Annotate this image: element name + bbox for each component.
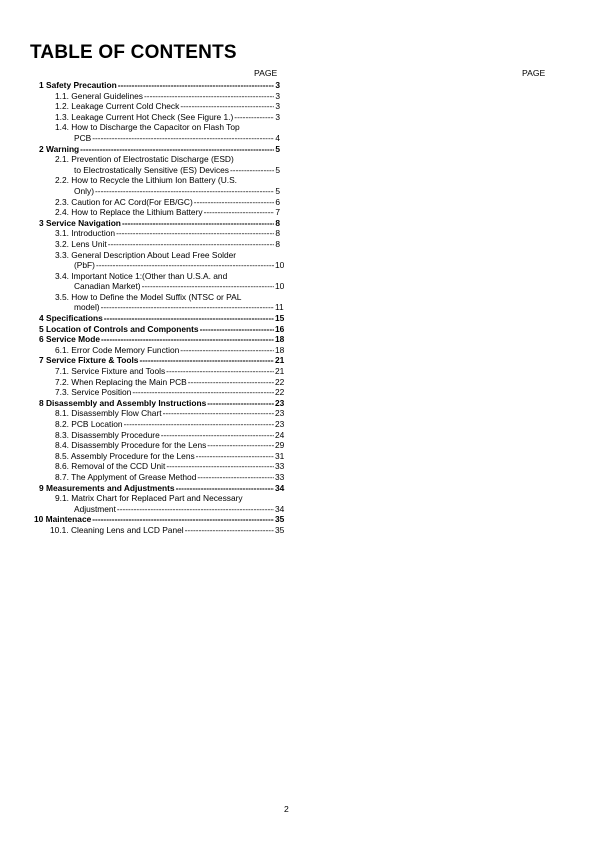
- toc-entry-page: 11: [275, 302, 284, 313]
- toc-entry[interactable]: [30, 334, 285, 345]
- toc-entry-label: 3.1. Introduction: [55, 228, 116, 239]
- page-column-header-right: PAGE: [522, 68, 546, 78]
- toc-entry[interactable]: [30, 419, 285, 430]
- table-of-contents: [30, 80, 285, 536]
- toc-leader-dots: [161, 430, 274, 441]
- toc-entry[interactable]: [30, 133, 280, 144]
- toc-entry[interactable]: [30, 323, 285, 335]
- toc-leader-dots: [116, 228, 274, 239]
- toc-entry-label: 1.3. Leakage Current Hot Check (See Figure 1.): [55, 111, 234, 122]
- toc-entry[interactable]: [30, 80, 280, 91]
- toc-entry-page: 23: [275, 397, 285, 408]
- toc-entry-label: 5 Location of Controls and Components: [39, 323, 199, 334]
- toc-entry[interactable]: [30, 112, 280, 123]
- toc-entry[interactable]: [30, 271, 280, 282]
- toc-entry-page: 35: [275, 514, 285, 525]
- toc-entry[interactable]: [30, 482, 285, 494]
- toc-entry-page: 3: [275, 111, 280, 122]
- toc-leader-dots: [207, 398, 274, 409]
- page-title: TABLE OF CONTENTS: [30, 42, 237, 63]
- toc-leader-dots: [124, 419, 274, 430]
- toc-leader-dots: [188, 377, 274, 388]
- toc-entry-label: 6.1. Error Code Memory Function: [55, 344, 180, 355]
- toc-entry-label: 8.3. Disassembly Procedure: [55, 429, 160, 440]
- toc-leader-dots: [101, 334, 274, 345]
- toc-entry-label: 7.2. When Replacing the Main PCB: [55, 376, 187, 387]
- toc-entry-label: PCB: [74, 132, 92, 143]
- toc-leader-dots: [230, 165, 274, 176]
- toc-leader-dots: [144, 91, 274, 102]
- toc-entry-label: 2 Warning: [39, 143, 80, 154]
- toc-leader-dots: [96, 260, 274, 271]
- toc-entry-label: to Electrostatically Sensitive (ES) Devices: [74, 164, 229, 175]
- toc-entry-page: 21: [275, 366, 285, 377]
- toc-entry-page: 8: [275, 238, 280, 249]
- toc-entry-page: 7: [275, 207, 280, 218]
- toc-entry[interactable]: [30, 440, 285, 451]
- toc-entry-page: 10: [275, 281, 285, 292]
- toc-leader-dots: [104, 313, 274, 324]
- toc-entry-label: 3.2. Lens Unit: [55, 238, 107, 249]
- toc-leader-dots: [204, 207, 274, 218]
- toc-leader-dots: [101, 302, 274, 313]
- toc-entry[interactable]: [30, 260, 285, 271]
- toc-entry-label: model): [74, 302, 100, 313]
- toc-entry-label: 7 Service Fixture & Tools: [39, 355, 139, 366]
- toc-leader-dots: [92, 133, 274, 144]
- toc-entry-label: 3.4. Important Notice 1:(Other than U.S.A. and: [55, 270, 228, 281]
- toc-entry[interactable]: [30, 207, 280, 218]
- toc-entry-label: 8.7. The Applyment of Grease Method: [55, 471, 197, 482]
- toc-entry-label: Only): [74, 185, 95, 196]
- toc-entry-label: 8.5. Assembly Procedure for the Lens: [55, 450, 195, 461]
- toc-entry[interactable]: [30, 524, 285, 536]
- toc-entry-label: 8.6. Removal of the CCD Unit: [55, 461, 166, 472]
- toc-entry-label: 8.1. Disassembly Flow Chart: [55, 408, 162, 419]
- toc-entry[interactable]: [30, 186, 280, 197]
- toc-entry-page: 3: [275, 101, 280, 112]
- toc-entry[interactable]: [30, 450, 285, 462]
- toc-entry[interactable]: [30, 313, 285, 324]
- toc-leader-dots: [108, 239, 274, 250]
- toc-entry[interactable]: [30, 175, 280, 186]
- toc-leader-dots: [117, 504, 274, 515]
- toc-entry-label: 3 Service Navigation: [39, 217, 121, 228]
- toc-entry[interactable]: [30, 292, 280, 303]
- toc-entry[interactable]: [30, 144, 280, 155]
- toc-entry[interactable]: [30, 376, 285, 388]
- toc-entry-page: 10: [275, 260, 285, 271]
- toc-entry[interactable]: [30, 514, 285, 525]
- toc-entry[interactable]: [30, 344, 285, 356]
- toc-entry-page: 35: [275, 524, 285, 535]
- toc-entry[interactable]: [30, 355, 285, 366]
- toc-entry[interactable]: [30, 461, 285, 472]
- toc-entry[interactable]: [30, 218, 280, 229]
- toc-entry-label: 4 Specifications: [39, 313, 103, 324]
- toc-entry-label: 6 Service Mode: [39, 334, 100, 345]
- toc-entry-page: 5: [275, 143, 280, 154]
- toc-entry-label: 8.4. Disassembly Procedure for the Lens: [55, 440, 207, 451]
- toc-entry[interactable]: [30, 302, 284, 313]
- toc-entry-label: 3.5. How to Define the Model Suffix (NTSC or PAL: [55, 291, 242, 302]
- toc-entry-page: 21: [275, 355, 285, 366]
- toc-entry-label: (PbF): [74, 260, 95, 271]
- toc-entry-label: 7.1. Service Fixture and Tools: [55, 366, 166, 377]
- toc-entry-page: 31: [275, 450, 285, 461]
- toc-entry-label: 1.2. Leakage Current Cold Check: [55, 101, 180, 112]
- toc-entry-label: 9.1. Matrix Chart for Replaced Part and Necessary: [55, 493, 243, 504]
- toc-entry-page: 16: [275, 323, 285, 334]
- toc-entry-page: 23: [275, 419, 285, 429]
- toc-entry-page: 22: [275, 387, 285, 398]
- toc-leader-dots: [234, 112, 274, 123]
- toc-entry-page: 6: [275, 196, 280, 207]
- toc-entry[interactable]: [30, 387, 285, 398]
- toc-entry-label: 2.1. Prevention of Electrostatic Discharge (ESD): [55, 154, 234, 165]
- toc-leader-dots: [180, 345, 274, 356]
- toc-entry[interactable]: [30, 91, 280, 102]
- toc-entry-page: 24: [275, 429, 285, 440]
- toc-entry[interactable]: [30, 197, 280, 208]
- toc-entry[interactable]: [30, 250, 280, 261]
- toc-leader-dots: [180, 101, 274, 112]
- toc-leader-dots: [200, 324, 274, 335]
- toc-entry-label: 1.4. How to Discharge the Capacitor on Flash Top: [55, 122, 240, 133]
- toc-entry-page: 4: [275, 132, 280, 143]
- toc-entry-label: 10 Maintenace: [34, 514, 92, 525]
- toc-entry-label: 2.2. How to Recycle the Lithium Ion Battery (U.S.: [55, 175, 238, 186]
- toc-entry[interactable]: [30, 397, 285, 409]
- toc-entry[interactable]: [30, 101, 280, 112]
- toc-entry-page: 5: [275, 164, 280, 175]
- toc-entry[interactable]: [30, 122, 280, 133]
- toc-entry-page: 34: [275, 482, 285, 493]
- toc-entry-label: 9 Measurements and Adjustments: [39, 482, 175, 493]
- toc-entry-page: 23: [275, 408, 285, 419]
- toc-entry-page: 8: [275, 228, 280, 239]
- page-column-header: PAGE: [254, 68, 278, 78]
- toc-entry-label: 2.4. How to Replace the Lithium Battery: [55, 207, 203, 218]
- page-number: 2: [284, 804, 289, 814]
- toc-entry[interactable]: [30, 503, 285, 515]
- toc-entry-label: Canadian Market): [74, 281, 141, 292]
- toc-entry-page: 33: [275, 461, 285, 472]
- toc-entry[interactable]: [30, 366, 285, 377]
- toc-leader-dots: [80, 144, 274, 155]
- toc-entry[interactable]: [30, 471, 285, 483]
- toc-entry[interactable]: [30, 493, 280, 504]
- toc-leader-dots: [196, 451, 274, 462]
- toc-entry-label: 2.3. Caution for AC Cord(For EB/GC): [55, 196, 193, 207]
- toc-entry[interactable]: [30, 228, 280, 239]
- toc-entry[interactable]: [30, 429, 285, 441]
- toc-entry[interactable]: [30, 154, 280, 165]
- toc-leader-dots: [197, 472, 274, 483]
- toc-entry[interactable]: [30, 239, 280, 250]
- toc-entry-page: 29: [275, 440, 285, 451]
- toc-leader-dots: [142, 281, 274, 292]
- toc-entry-label: 3.3. General Description About Lead Free Solder: [55, 249, 237, 260]
- toc-entry-page: 3: [275, 80, 280, 90]
- toc-leader-dots: [92, 514, 274, 525]
- toc-entry-page: 22: [275, 376, 285, 387]
- toc-entry-label: 8 Disassembly and Assembly Instructions: [39, 397, 207, 408]
- toc-entry[interactable]: [30, 281, 285, 292]
- toc-entry-label: Adjustment: [74, 503, 116, 514]
- toc-leader-dots: [118, 80, 274, 91]
- toc-entry-page: 15: [275, 313, 285, 324]
- toc-entry-page: 18: [275, 334, 285, 345]
- toc-leader-dots: [139, 355, 274, 366]
- toc-leader-dots: [176, 483, 274, 494]
- toc-leader-dots: [194, 197, 274, 208]
- toc-entry-page: 18: [275, 344, 285, 355]
- toc-entry-page: 34: [275, 503, 285, 514]
- toc-entry[interactable]: [30, 408, 285, 419]
- toc-entry-page: 8: [275, 217, 280, 228]
- toc-leader-dots: [185, 525, 274, 536]
- toc-leader-dots: [95, 186, 274, 197]
- toc-leader-dots: [166, 366, 274, 377]
- toc-entry-label: 1 Safety Precaution: [39, 80, 117, 90]
- toc-entry-page: 33: [275, 471, 285, 482]
- toc-leader-dots: [207, 440, 274, 451]
- toc-leader-dots: [163, 408, 274, 419]
- toc-entry-page: 5: [275, 185, 280, 196]
- toc-entry-label: 8.2. PCB Location: [55, 419, 123, 429]
- toc-leader-dots: [166, 461, 274, 472]
- toc-entry-label: 7.3. Service Position: [55, 387, 132, 398]
- toc-entry[interactable]: [30, 165, 280, 176]
- toc-entry-label: 10.1. Cleaning Lens and LCD Panel: [50, 524, 184, 535]
- toc-leader-dots: [122, 218, 274, 229]
- toc-entry-page: 3: [275, 90, 280, 101]
- toc-entry-label: 1.1. General Guidelines: [55, 90, 143, 101]
- toc-leader-dots: [132, 387, 274, 398]
